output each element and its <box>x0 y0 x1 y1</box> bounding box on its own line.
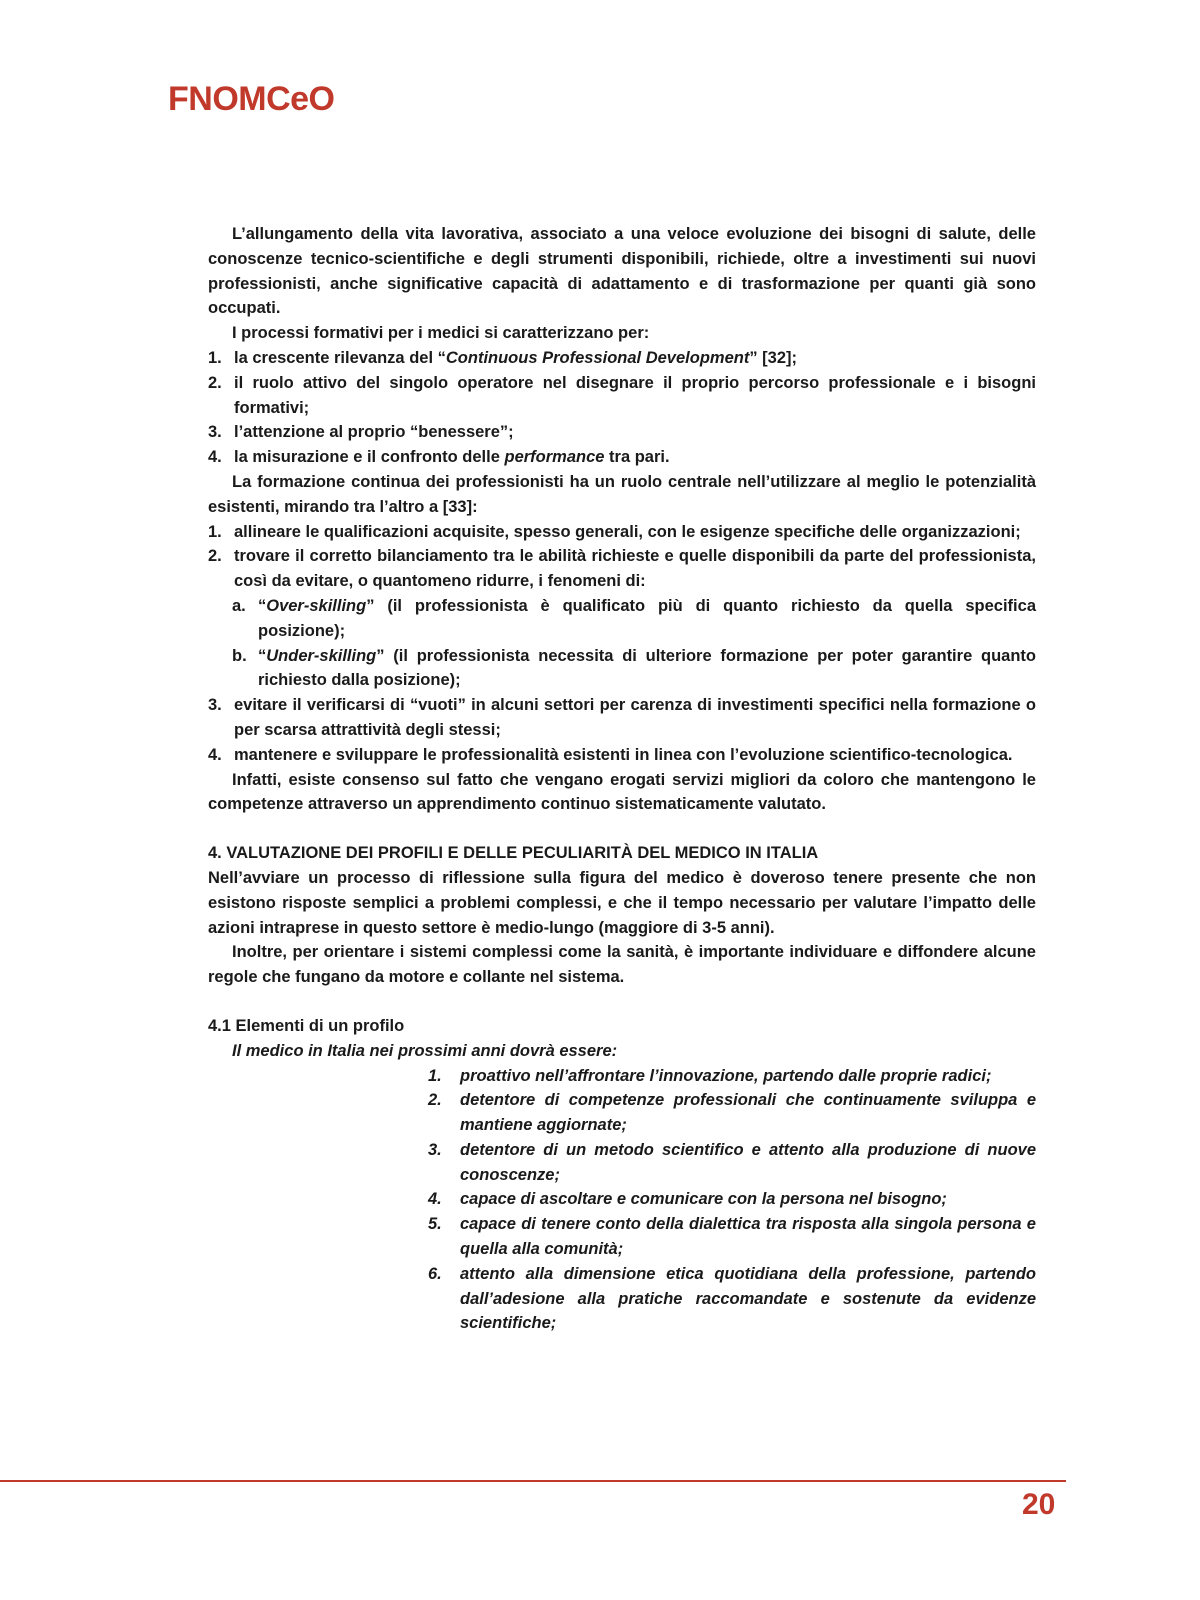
footer-divider <box>0 1480 1066 1482</box>
intro-paragraph-2: I processi formativi per i medici si caratterizzano per: <box>232 324 650 343</box>
intro-paragraph-3: La formazione continua dei professionisti ha un ruolo centrale nell’utilizzare al meglio le potenzialità esistenti, mirando tra l’altro a [33]: <box>208 472 1036 516</box>
profile-lead: Il medico in Italia nei prossimi anni dovrà essere: <box>232 1041 618 1060</box>
list-item: 3. evitare il verificarsi di “vuoti” in alcuni settori per carenza di investimenti specifici nella formazione o per scarsa attrattività degli stessi; <box>208 696 1036 739</box>
profile-item: 5. capace di tenere conto della dialettica tra risposta alla singola persona e quella alla comunità; <box>428 1215 1036 1259</box>
list-item: 4. mantenere e sviluppare le professionalità esistenti in linea con l’evoluzione scientifico-tecnologica. <box>208 745 1013 764</box>
intro-paragraph-1: L’allungamento della vita lavorativa, associato a una veloce evoluzione dei bisogni di salute, delle conoscenze tecnico-scientifiche e degli strumenti disponibili, richiede, oltre a investimenti sui nuovi professionisti, anche significative capacità di adattamento e di trasformazione per quanti già sono occupati. <box>208 225 1036 318</box>
profile-item: 1. proattivo nell’affrontare l’innovazione, partendo dalle proprie radici; <box>428 1066 992 1085</box>
sub-list-item: b. “Under-skilling” (il professionista necessita di ulteriore formazione per poter garantire quanto richiesto dalla posizione); <box>232 646 1036 690</box>
page-number: 20 <box>1022 1488 1056 1521</box>
list-item: 1. allineare le qualificazioni acquisite, spesso generali, con le esigenze specifiche delle organizzazioni; <box>208 522 1021 541</box>
list-item: 4. la misurazione e il confronto delle performance tra pari. <box>208 448 670 467</box>
profile-list <box>428 1064 1036 1337</box>
profile-item: 4. capace di ascoltare e comunicare con la persona nel bisogno; <box>428 1190 947 1209</box>
fnomceo-logo: FNOMCeO <box>168 80 335 118</box>
sub-list-item: a. “Over-skilling” (il professionista è qualificato più di quanto richiesto da quella specifica posizione); <box>232 596 1036 640</box>
list-item: 2. trovare il corretto bilanciamento tra le abilità richieste e quelle disponibili da parte del professionista, così da evitare, o quantomeno ridurre, i fenomeni di: <box>208 547 1036 591</box>
list-item: 1. la crescente rilevanza del “Continuous Professional Development” [32]; <box>208 348 798 367</box>
intro-paragraph-4: Infatti, esiste consenso sul fatto che vengano erogati servizi migliori da coloro che mantengono le competenze attraverso un apprendimento continuo sistematicamente valutato. <box>208 770 1036 814</box>
section-4-heading: 4. VALUTAZIONE DEI PROFILI E DELLE PECULIARITÀ DEL MEDICO IN ITALIA <box>208 844 819 863</box>
profile-item: 6. attento alla dimensione etica quotidiana della professione, partendo dall’adesione alla pratiche raccomandate e sostenute da evidenze scientifiche; <box>428 1264 1036 1333</box>
page-content <box>208 222 1036 1336</box>
profile-item: 3. detentore di un metodo scientifico e attento alla produzione di nuove conoscenze; <box>428 1140 1036 1184</box>
list-item: 3. l’attenzione al proprio “benessere”; <box>208 423 514 442</box>
list-item: 2. il ruolo attivo del singolo operatore nel disegnare il proprio percorso professionale e i bisogni formativi; <box>208 373 1036 417</box>
section-4-paragraph-1: Nell’avviare un processo di riflessione sulla figura del medico è doveroso tenere presente che non esistono risposte semplici a problemi complessi, e che il tempo necessario per valutare l’impatto delle azioni intraprese in questo settore è medio-lungo (maggiore di 3-5 anni). <box>208 868 1036 937</box>
profile-item: 2. detentore di competenze professionali che continuamente sviluppa e mantiene aggiornate; <box>428 1091 1036 1135</box>
section-4-paragraph-2: Inoltre, per orientare i sistemi complessi come la sanità, è importante individuare e diffondere alcune regole che fungano da motore e collante nel sistema. <box>208 943 1036 987</box>
section-4-1-heading: 4.1 Elementi di un profilo <box>208 1016 405 1035</box>
